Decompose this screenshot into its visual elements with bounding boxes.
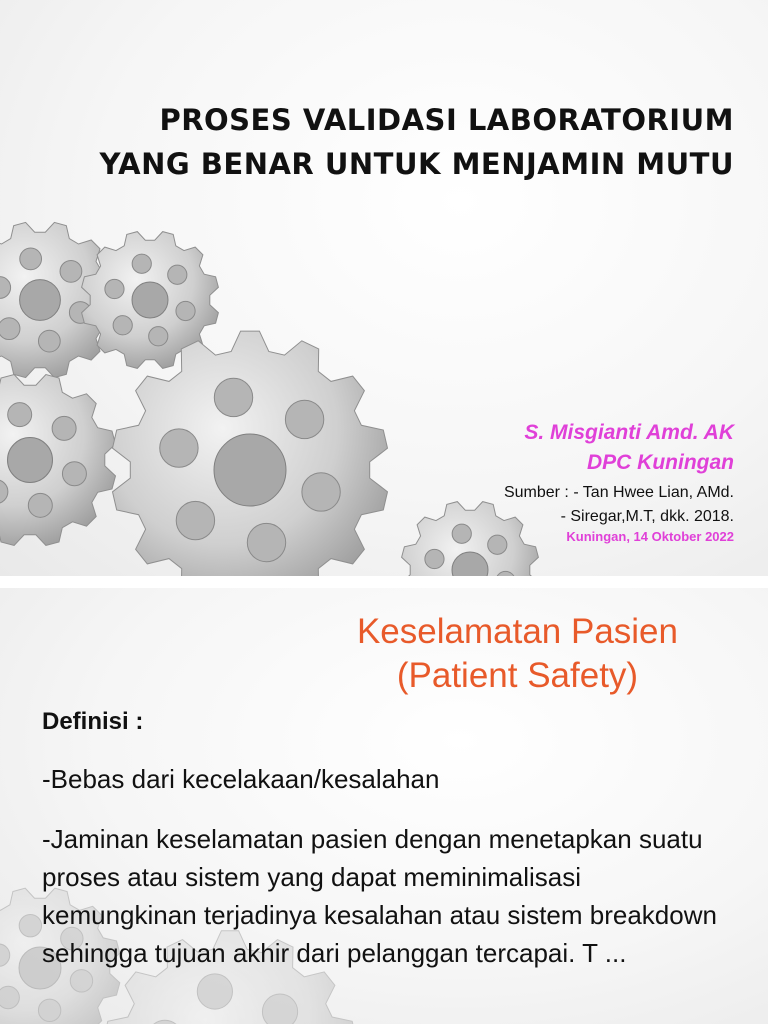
source-line-1: Sumber : - Tan Hwee Lian, AMd. (503, 484, 734, 501)
definition-item-1: -Bebas dari kecelakaan/kesalahan (42, 764, 440, 794)
presentation-title (20, 98, 734, 186)
author-organization: DPC Kuningan (587, 451, 734, 474)
source-line-2: - Siregar,M.T, dkk. 2018. (560, 508, 734, 525)
slide-separator (0, 576, 768, 588)
title-line-1: PROSES VALIDASI LABORATORIUM (159, 103, 734, 137)
source-block (504, 481, 734, 529)
slide-title-line-2: (Patient Safety) (396, 656, 639, 695)
gear-large-center (113, 331, 388, 576)
title-line-2: YANG BENAR UNTUK MENJAMIN MUTU (99, 147, 734, 181)
date-text: Kuningan, 14 Oktober 2022 (566, 529, 734, 544)
slide-title-line-1: Keselamatan Pasien (356, 612, 678, 651)
definition-paragraph: -Jaminan keselamatan pasien dengan menetapkan suatu proses atau sistem yang dapat meminimalisasi kemungkinan terjadinya kesalahan atau sistem breakdown sehingga tujuan akhir dari pelanggan tercapai. T ... (42, 824, 717, 968)
author-name: S. Misgianti Amd. AK (524, 421, 734, 444)
gear-left-bottom (0, 375, 116, 546)
definition-heading: Definisi : (42, 708, 144, 735)
slide-2 (0, 588, 768, 1024)
slide-title (357, 610, 678, 698)
author-block (524, 418, 734, 478)
